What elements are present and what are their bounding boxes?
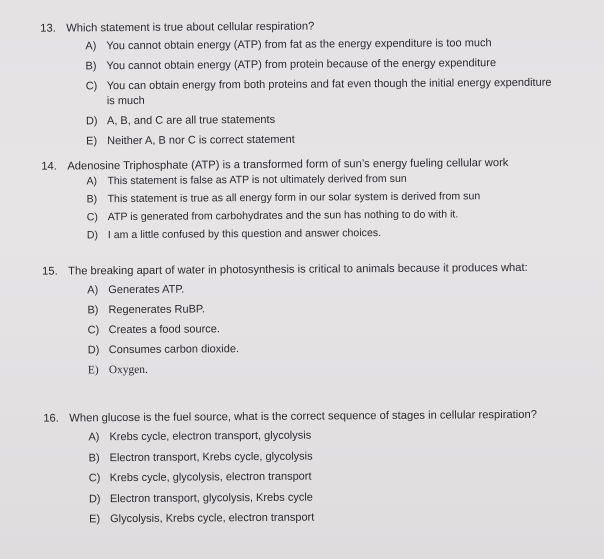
option-letter: C) xyxy=(85,80,98,93)
question-15 xyxy=(42,261,563,385)
answer-option-c xyxy=(89,468,564,486)
option-text: ATP is generated from carbohydrates and the sun has nothing to do with it. xyxy=(107,208,459,224)
question-text: When glucose is the fuel source, what is the correct sequence of stages in cellular respiration? xyxy=(69,408,537,425)
answer-option-c xyxy=(87,207,562,225)
question-number: 13. xyxy=(40,22,56,35)
answer-option-d xyxy=(89,488,564,506)
question-14 xyxy=(41,156,562,247)
answer-options xyxy=(86,171,562,243)
question-stem xyxy=(42,261,562,280)
answer-options xyxy=(88,427,564,527)
answer-option-c xyxy=(86,76,561,109)
option-letter: D) xyxy=(88,492,101,505)
answer-option-e xyxy=(89,509,564,527)
question-text: The breaking apart of water in photosynthesis is critical to animals because it produces what: xyxy=(68,261,528,278)
option-letter: B) xyxy=(88,451,100,464)
answer-option-d xyxy=(87,225,562,243)
option-letter: E) xyxy=(86,135,98,148)
question-stem xyxy=(40,18,560,37)
option-text: Electron transport, glycolysis, Krebs cycle xyxy=(109,491,313,505)
answer-option-c xyxy=(88,320,563,338)
option-text: Krebs cycle, electron transport, glycolysis xyxy=(109,429,312,444)
option-letter: D) xyxy=(85,115,98,128)
option-letter: C) xyxy=(86,211,98,224)
option-letter: D) xyxy=(86,229,99,242)
answer-option-a xyxy=(87,280,562,298)
option-text: You can obtain energy from both proteins and fat even though the initial energy expenditure is much xyxy=(106,76,552,107)
option-text: Creates a food source. xyxy=(108,323,220,337)
option-text: This statement is false as ATP is not ultimately derived from sun xyxy=(107,172,407,188)
option-letter: A) xyxy=(86,175,98,188)
answer-option-b xyxy=(87,189,562,207)
option-letter: B) xyxy=(87,304,99,317)
option-text: You cannot obtain energy (ATP) from fat as the energy expenditure is too much xyxy=(106,37,492,53)
option-text: Consumes carbon dioxide. xyxy=(108,343,240,357)
option-letter: D) xyxy=(87,344,100,357)
option-text: Glycolysis, Krebs cycle, electron transport xyxy=(110,511,315,526)
option-letter: B) xyxy=(85,60,97,73)
answer-option-e xyxy=(88,360,563,378)
answer-options xyxy=(87,280,563,379)
option-text: A, B, and C are all true statements xyxy=(106,113,276,127)
option-text: Regenerates RuBP. xyxy=(108,303,205,317)
option-text: Neither A, B nor C is correct statement xyxy=(107,133,295,148)
question-number: 15. xyxy=(42,265,58,278)
option-text: I am a little confused by this question and answer choices. xyxy=(107,227,382,242)
question-number: 16. xyxy=(43,412,59,425)
question-text: Which statement is true about cellular respiration? xyxy=(66,20,315,35)
option-text: Electron transport, Krebs cycle, glycolysis xyxy=(109,450,313,464)
question-text: Adenosine Triphosphate (ATP) is a transformed form of sun’s energy fueling cellular work xyxy=(67,157,509,173)
answer-option-d xyxy=(88,340,563,358)
answer-option-e xyxy=(86,130,561,148)
option-letter: E) xyxy=(89,513,101,526)
answer-option-b xyxy=(89,447,564,465)
option-letter: A) xyxy=(87,284,99,297)
option-letter: A) xyxy=(88,431,100,444)
answer-option-b xyxy=(87,300,562,318)
option-letter: E) xyxy=(87,364,99,377)
answer-option-a xyxy=(88,427,563,445)
answer-option-a xyxy=(86,171,561,189)
option-text: Oxygen. xyxy=(108,364,148,377)
option-letter: B) xyxy=(86,193,98,206)
option-text: Generates ATP. xyxy=(108,283,185,297)
question-16 xyxy=(43,408,564,534)
answer-option-b xyxy=(85,56,560,74)
answer-option-a xyxy=(85,36,560,54)
answer-option-d xyxy=(86,110,561,128)
option-text: You cannot obtain energy (ATP) from protein because of the energy expenditure xyxy=(106,57,497,73)
option-letter: C) xyxy=(88,472,101,485)
option-text: Krebs cycle, glycolysis, electron transport xyxy=(109,470,312,485)
question-number: 14. xyxy=(41,160,57,173)
option-letter: C) xyxy=(87,324,100,337)
option-text: This statement is true as all energy form in our solar system is derived from sun xyxy=(107,190,481,206)
question-stem xyxy=(43,408,563,427)
option-letter: A) xyxy=(85,40,97,53)
answer-options xyxy=(85,36,561,149)
question-13 xyxy=(40,18,561,155)
